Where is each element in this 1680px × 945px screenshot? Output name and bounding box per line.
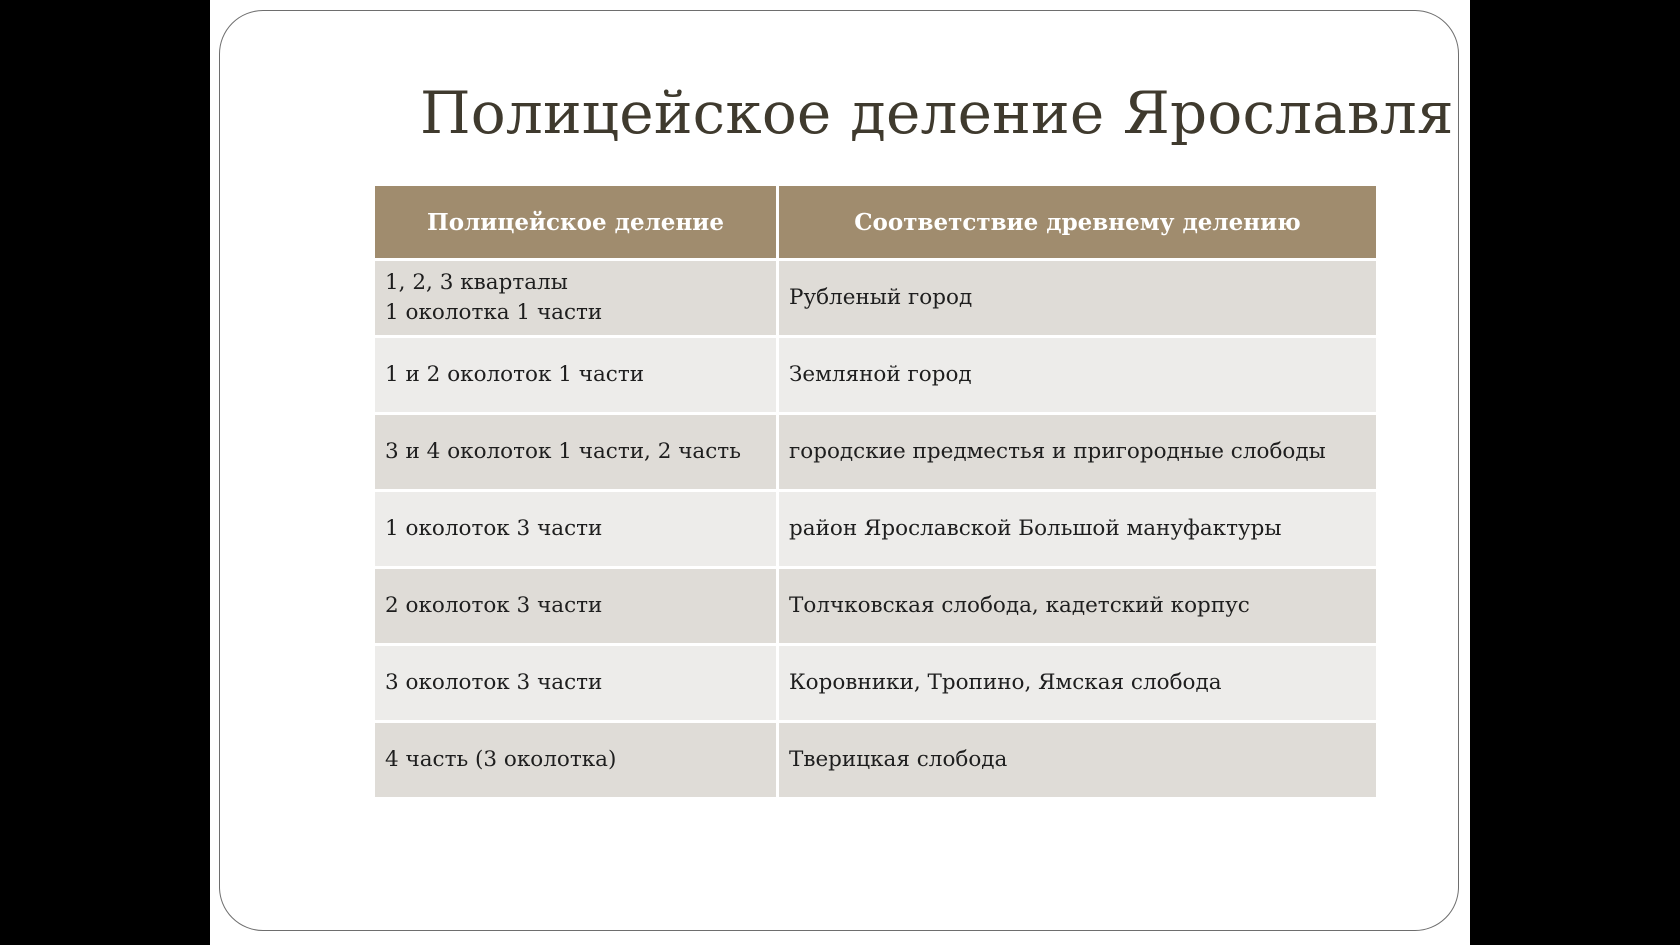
police-division-table xyxy=(375,186,1376,800)
header-ancient-division: Соответствие древнему делению xyxy=(779,186,1376,261)
police-cell: 2 околоток 3 части xyxy=(375,569,779,646)
ancient-cell: Толчковская слобода, кадетский корпус xyxy=(779,569,1376,646)
police-cell: 3 околоток 3 части xyxy=(375,646,779,723)
table-row xyxy=(375,569,1376,646)
header-police-division: Полицейское деление xyxy=(375,186,779,261)
ancient-cell: Коровники, Тропино, Ямская слобода xyxy=(779,646,1376,723)
ancient-cell: Земляной город xyxy=(779,338,1376,415)
table-row xyxy=(375,338,1376,415)
police-cell-line: 1 околотка 1 части xyxy=(385,300,603,325)
table-header-row xyxy=(375,186,1376,261)
slide-canvas xyxy=(210,0,1470,945)
police-cell: 1 околоток 3 части xyxy=(375,492,779,569)
police-cell: 4 часть (3 околотка) xyxy=(375,723,779,800)
police-cell: 1 и 2 околоток 1 части xyxy=(375,338,779,415)
table-row xyxy=(375,723,1376,800)
table-row xyxy=(375,492,1376,569)
ancient-cell: городские предместья и пригородные слободы xyxy=(779,415,1376,492)
slide-title: Полицейское деление Ярославля xyxy=(420,79,1454,147)
ancient-cell: Рубленый город xyxy=(779,261,1376,338)
table-row xyxy=(375,415,1376,492)
police-cell: 3 и 4 околоток 1 части, 2 часть xyxy=(375,415,779,492)
slide-frame xyxy=(219,10,1459,931)
ancient-cell: Тверицкая слобода xyxy=(779,723,1376,800)
table-row xyxy=(375,261,1376,338)
ancient-cell: район Ярославской Большой мануфактуры xyxy=(779,492,1376,569)
police-cell xyxy=(375,261,779,338)
police-cell-line: 1, 2, 3 кварталы xyxy=(385,270,568,295)
table-row xyxy=(375,646,1376,723)
